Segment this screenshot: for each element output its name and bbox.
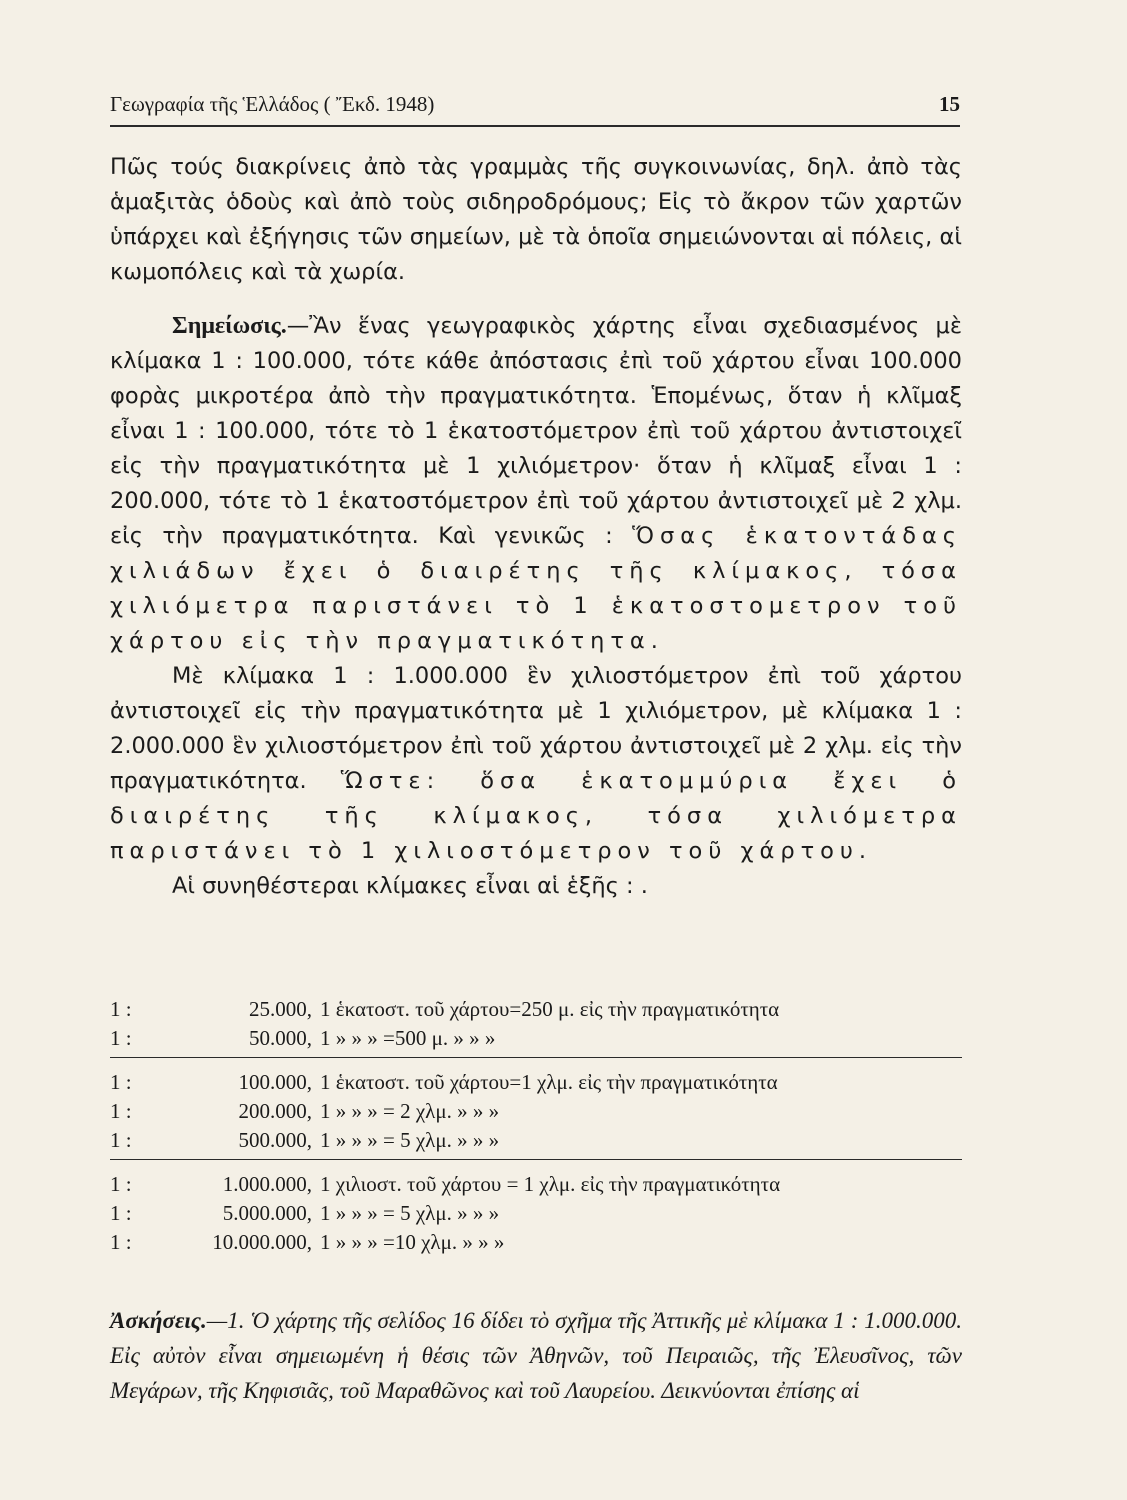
millimeter-rule-spaced: Ὥστε: ὅσα ἑκατομμύρια ἔχει ὁ διαιρέτης τῆς κλίμακος, τόσα χιλιόμετρα παριστάνει τὸ 1 χιλιοστόμετρον τοῦ χάρτου. xyxy=(110,768,963,864)
table-row xyxy=(110,995,962,1024)
table-row xyxy=(110,1068,962,1097)
paragraph-millimeter xyxy=(110,659,962,869)
table-row xyxy=(110,1126,962,1155)
equivalence-cell: 1 » » » = 5 χλμ. » » » xyxy=(320,1128,500,1152)
scale-cell: 50.000, xyxy=(249,1026,312,1050)
table-row xyxy=(110,1199,962,1228)
note-heading: Σημείωσις. xyxy=(172,313,287,339)
exercises-heading: Ἀσκήσεις. xyxy=(110,1308,207,1333)
scale-cell: 1.000.000, xyxy=(222,1172,312,1196)
scale-group-km-cm xyxy=(110,1066,962,1160)
page-body xyxy=(110,150,962,904)
equivalence-cell: 1 » » » = 2 χλμ. » » » xyxy=(320,1099,500,1123)
ratio-cell: 1 : xyxy=(110,1070,132,1094)
ratio-cell: 1 : xyxy=(110,1201,132,1225)
paragraph-intro: Πῶς τούς διακρίνεις ἀπὸ τὰς γραμμὰς τῆς συγκοινωνίας, δηλ. ἀπὸ τὰς ἁμαξιτὰς ὁδοὺς καὶ ἀπὸ τοὺς σιδηροδρόμους; Εἰς τὸ ἄκρον τῶν χαρτῶν ὑπάρχει καὶ ἐξήγησις τῶν σημείων, μὲ τὰ ὁποῖα σημειώνονται αἱ πόλεις, αἱ κωμοπόλεις καὶ τὰ χωρία. xyxy=(110,154,962,285)
ratio-cell: 1 : xyxy=(110,1099,132,1123)
ratio-cell: 1 : xyxy=(110,1128,132,1152)
note-text: —Ἂν ἕνας γεωγραφικὸς χάρτης εἶναι σχεδιασμένος μὲ κλίμακα 1 : 100.000, τότε κάθε ἀπόστασις ἐπὶ τοῦ χάρτου εἶναι 100.000 φορὰς μικροτέρα ἀπὸ τὴν πραγματικότητα. Ἑπομένως, ὅταν ἡ κλῖμαξ εἶναι 1 : 100.000, τότε τὸ 1 ἑκατοστόμετρον ἐπὶ τοῦ χάρτου ἀντιστοιχεῖ εἰς τὴν πραγματικότητα μὲ 1 χιλιόμετρον· ὅταν ἡ κλῖμαξ εἶναι 1 : 200.000, τότε τὸ 1 ἑκατοστόμετρον ἐπὶ τοῦ χάρτου ἀντιστοιχεῖ μὲ 2 χλμ. εἰς τὴν πραγματικότητα. Καὶ γενικῶς : xyxy=(110,313,962,549)
ratio-cell: 1 : xyxy=(110,1172,132,1196)
scale-cell: 5.000.000, xyxy=(222,1201,312,1225)
ratio-cell: 1 : xyxy=(110,997,132,1021)
scale-cell: 100.000, xyxy=(238,1070,312,1094)
equivalence-cell: 1 ἑκατοστ. τοῦ χάρτου=1 χλμ. εἰς τὴν πραγματικότητα xyxy=(320,1070,778,1094)
table-row xyxy=(110,1170,962,1199)
scale-cell: 25.000, xyxy=(249,997,312,1021)
scale-cell: 500.000, xyxy=(238,1128,312,1152)
note-rule-spaced: Ὅσας ἑκατοντάδας χιλιάδων ἔχει ὁ διαιρέτης τῆς κλίμακος, τόσα χιλιόμετρα παριστάνει τὸ 1 ἑκατοστομετρον τοῦ χάρτου εἰς τὴν πραγματικότητα. xyxy=(110,523,962,654)
running-header xyxy=(110,92,960,127)
note-paragraph xyxy=(110,309,962,659)
exercises-paragraph xyxy=(110,1303,962,1408)
equivalence-cell: 1 ἑκατοστ. τοῦ χάρτου=250 μ. εἰς τὴν πραγματικότητα xyxy=(320,997,780,1021)
table-row xyxy=(110,1228,962,1257)
scale-cell: 10.000.000, xyxy=(212,1230,312,1254)
scales-table xyxy=(110,993,962,1269)
equivalence-cell: 1 » » » = 5 χλμ. » » » xyxy=(320,1201,500,1225)
exercises-text: —1. Ὁ χάρτης τῆς σελίδος 16 δίδει τὸ σχῆμα τῆς Ἀττικῆς μὲ κλίμακα 1 : 1.000.000. Εἰς αὐτὸν εἶναι σημειωμένη ἡ θέσις τῶν Ἀθηνῶν, τοῦ Πειραιῶς, τῆς Ἐλευσῖνος, τῶν Μεγάρων, τῆς Κηφισιᾶς, τοῦ Μαραθῶνος καὶ τοῦ Λαυρείου. Δεικνύονται ἐπίσης αἱ xyxy=(110,1308,962,1403)
table-row xyxy=(110,1024,962,1053)
ratio-cell: 1 : xyxy=(110,1230,132,1254)
millimeter-text: Μὲ κλίμακα 1 : 1.000.000 ἓν χιλιοστόμετρον ἐπὶ τοῦ χάρτου ἀντιστοιχεῖ εἰς τὴν πραγματικότητα μὲ 1 χιλιόμετρον, μὲ κλίμακα 1 : 2.000.000 ἓν χιλιοστόμετρον ἐπὶ τοῦ χάρτου ἀντιστοιχεῖ μὲ 2 χλμ. εἰς τὴν πραγματικότητα. xyxy=(110,663,962,794)
equivalence-cell: 1 » » » =500 μ. » » » xyxy=(320,1026,496,1050)
equivalence-cell: 1 χιλιοστ. τοῦ χάρτου = 1 χλμ. εἰς τὴν πραγματικότητα xyxy=(320,1172,781,1196)
table-row xyxy=(110,1097,962,1126)
ratio-cell: 1 : xyxy=(110,1026,132,1050)
scale-group-km-mm xyxy=(110,1168,962,1261)
scale-cell: 200.000, xyxy=(238,1099,312,1123)
page-number: 15 xyxy=(939,92,960,116)
scales-intro: Αἱ συνηθέστεραι κλίμακες εἶναι αἱ ἑξῆς : . xyxy=(172,873,648,899)
equivalence-cell: 1 » » » =10 χλμ. » » » xyxy=(320,1230,505,1254)
running-title: Γεωγραφία τῆς Ἑλλάδος ( Ἔκδ. 1948) xyxy=(110,92,435,116)
scale-group-meters xyxy=(110,993,962,1058)
